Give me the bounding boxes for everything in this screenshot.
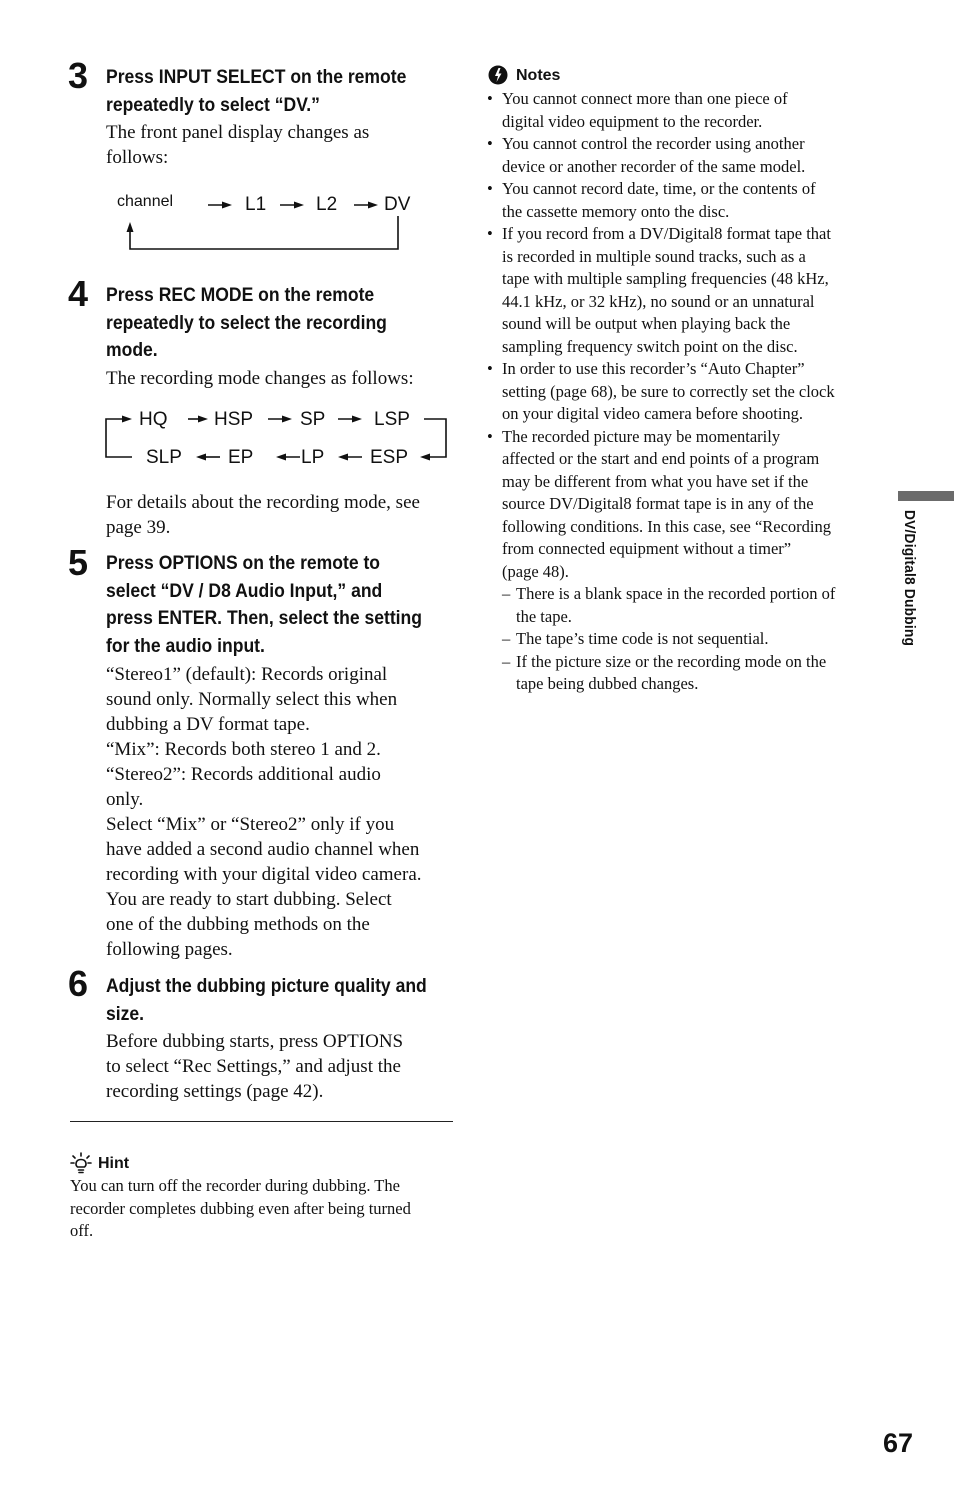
note-line: You cannot record date, time, or the contents of [502,179,816,198]
note-line: The recorded picture may be momentarily [502,426,781,446]
step-5-heading [106,550,430,660]
note-line: You cannot control the recorder using another [502,134,805,153]
note-line: affected or the start and end points of a program [502,449,820,468]
subitem-line: tape being dubbed changes. [516,674,699,693]
body-line: sound only. Normally select this when [106,689,398,710]
heading-line: size. [106,1002,145,1025]
note-item [487,178,877,223]
mode-hsp: HSP [214,409,254,430]
heading-line: for the audio input. [106,634,265,657]
heading-line: press ENTER. Then, select the setting [106,607,422,629]
body-line: recording with your digital video camera. [106,864,422,885]
dash-marker: – [502,651,511,671]
body-line: You are ready to start dubbing. Select [106,889,392,910]
cycle-item-dv: DV [384,194,411,215]
note-item [487,223,877,358]
note-line: sampling frequency switch point on the disc. [502,336,798,356]
body-line: For details about the recording mode, see [106,492,420,513]
step-3-heading [106,64,430,119]
body-line: “Stereo2”: Records additional audio [106,764,381,785]
heading-line: Press OPTIONS on the remote to [106,552,381,574]
body-line: to select “Rec Settings,” and adjust the [106,1056,401,1077]
bullet-icon: • [487,224,493,243]
note-line: If you record from a DV/Digital8 format tape that [502,224,831,243]
dash-marker: – [502,584,511,603]
body-line: The front panel display changes as [106,122,370,143]
note-line: from connected equipment without a timer” [502,539,792,558]
step-4-heading [106,282,430,365]
subitem-line: the tape. [516,606,572,626]
bullet-icon: • [487,134,493,153]
note-line: source DV/Digital8 format tape is in any of the [502,494,814,513]
body-line: “Mix”: Records both stereo 1 and 2. [106,739,381,760]
note-line: following conditions. In this case, see “Recording [502,516,832,536]
note-line: digital video equipment to the recorder. [502,111,763,131]
bullet-icon: • [487,359,493,378]
notes-title: Notes [516,67,561,84]
heading-line: Press REC MODE on the remote [106,284,375,306]
body-line: one of the dubbing methods on the [106,914,370,935]
heading-line: Adjust the dubbing picture quality and [106,975,427,997]
hint-text [70,1175,460,1243]
note-subitem [487,651,877,696]
section-divider [70,1121,453,1122]
rec-mode-cycle-diagram [104,404,450,470]
mode-hq: HQ [139,409,168,430]
cycle-item-channel: channel [117,193,174,210]
step-number-6: 6 [68,963,89,1004]
body-line: “Stereo1” (default): Records original [106,664,388,685]
step-number-5: 5 [68,542,89,583]
step-4-body [106,366,458,391]
cycle-item-l2: L2 [316,194,338,215]
page-number: 67 [883,1428,914,1458]
mode-ep: EP [228,447,254,468]
body-line: The recording mode changes as follows: [106,368,414,389]
cycle-item-l1: L1 [245,194,267,215]
step-number-3: 3 [68,55,89,96]
note-item [487,358,877,426]
body-line: follows: [106,147,169,168]
subitem-line: There is a blank space in the recorded portion of [516,584,836,603]
mode-esp: ESP [370,447,409,468]
caution-icon [487,64,509,86]
note-item [487,133,877,178]
note-subitem [487,583,877,628]
subitem-line: If the picture size or the recording mode on the [516,651,827,671]
step-6-body [106,1029,458,1104]
mode-lp: LP [301,447,325,468]
body-line: recording settings (page 42). [106,1081,324,1102]
mode-slp: SLP [146,447,182,468]
body-line: dubbing a DV format tape. [106,714,310,735]
note-line: sound will be output when playing back the [502,314,791,333]
note-subitem [487,628,877,651]
heading-line: repeatedly to select “DV.” [106,93,320,116]
note-line: In order to use this recorder’s “Auto Chapter” [502,359,805,378]
notes-list [487,88,877,696]
step-number-4: 4 [68,273,89,314]
body-line: only. [106,789,144,810]
heading-line: select “DV / D8 Audio Input,” and [106,579,383,602]
step-5-body [106,662,458,962]
body-line: Before dubbing starts, press OPTIONS [106,1031,404,1052]
body-line: following pages. [106,939,233,960]
body-line: Select “Mix” or “Stereo2” only if you [106,814,395,835]
step-6-heading [106,973,430,1028]
step-4-after [106,490,458,540]
note-line: setting (page 68), be sure to correctly set the clock [502,381,835,401]
mode-sp: SP [300,409,326,430]
subitem-line: The tape’s time code is not sequential. [516,629,769,648]
hint-line: recorder completes dubbing even after being turned [70,1198,411,1218]
note-line: the cassette memory onto the disc. [502,201,730,221]
mode-lsp: LSP [374,409,410,430]
body-line: page 39. [106,517,171,538]
heading-line: mode. [106,339,158,361]
note-line: is recorded in multiple sound tracks, such as a [502,246,806,266]
bullet-icon: • [487,89,493,108]
note-line: device or another recorder of the same model. [502,156,806,176]
hint-title: Hint [98,1155,130,1172]
body-line: have added a second audio channel when [106,839,420,860]
section-tab-label: DV/Digital8 Dubbing [901,510,918,647]
heading-line: Press INPUT SELECT on the remote [106,66,407,88]
section-tab-marker [898,491,954,501]
note-item [487,426,877,584]
note-line: You cannot connect more than one piece of [502,89,788,108]
bullet-icon: • [487,179,493,198]
note-line: tape with multiple sampling frequencies (48 kHz, [502,269,829,288]
heading-line: repeatedly to select the recording [106,311,387,334]
dash-marker: – [502,629,511,648]
note-line: on your digital video camera before shooting. [502,404,804,423]
lightbulb-icon [70,1152,92,1174]
note-line: 44.1 kHz, or 32 kHz), no sound or an unnatural [502,291,815,311]
step-3-body [106,120,458,170]
bullet-icon: • [487,426,493,446]
note-item [487,88,877,133]
hint-line: off. [70,1221,94,1240]
input-select-cycle-diagram [110,186,420,256]
note-line: (page 48). [502,561,569,581]
hint-line: You can turn off the recorder during dubbing. The [70,1176,400,1195]
note-line: may be different from what you have set if the [502,471,809,491]
